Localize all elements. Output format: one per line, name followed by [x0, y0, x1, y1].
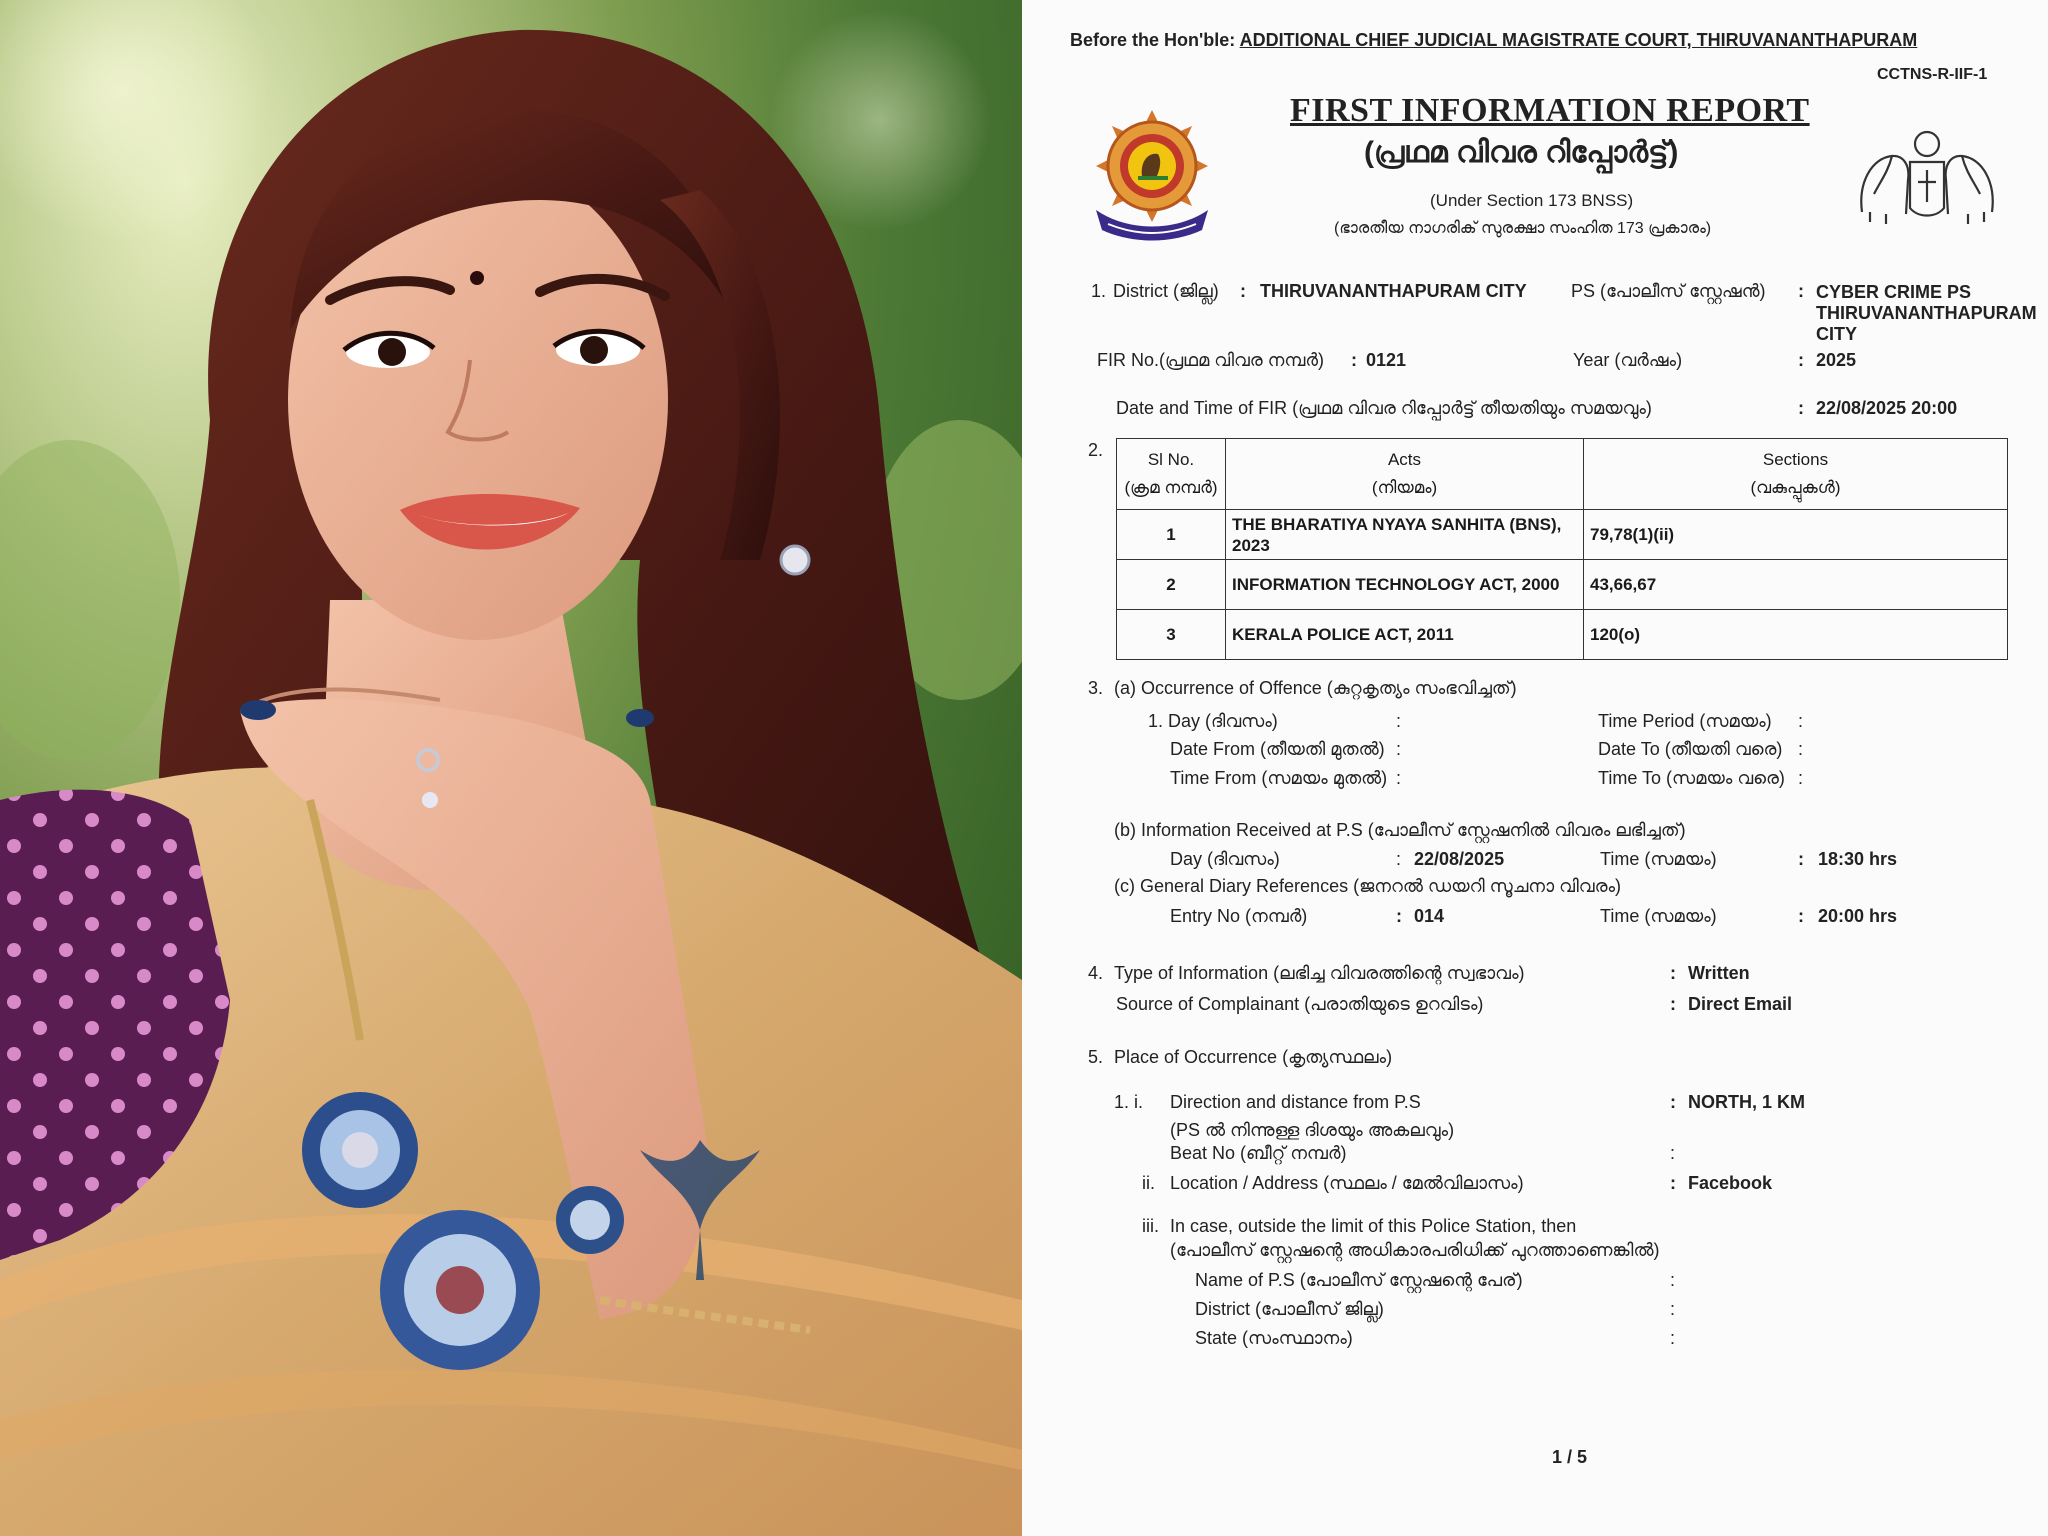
day-label: 1. Day (ദിവസം) — [1148, 711, 1278, 731]
outside-limit-label: In case, outside the limit of this Police Station, then — [1170, 1216, 1577, 1236]
outside-district-label: District (പോലീസ് ജില്ല) — [1195, 1299, 1384, 1319]
sections-header-ml: (വകുപ്പുകൾ) — [1750, 478, 1841, 497]
acts-header — [1226, 439, 1584, 510]
fir-no-value: 0121 — [1366, 350, 1407, 370]
colon: : — [1670, 1299, 1676, 1319]
info-received-label: (b) Information Received at P.S (പോലീസ് സ്റ്റേഷനിൽ വിവരം ലഭിച്ചത്) — [1114, 820, 1686, 840]
acts-header-ml: (നിയമം) — [1371, 478, 1438, 497]
portrait-photo — [0, 0, 1022, 1536]
direction-label: Direction and distance from P.S — [1170, 1092, 1421, 1112]
time-period-label: Time Period (സമയം) — [1598, 711, 1772, 731]
sl-cell: 3 — [1117, 610, 1226, 660]
table-row — [1117, 610, 2008, 660]
section-4-number: 4. — [1088, 963, 1104, 983]
colon: : — [1798, 350, 1804, 370]
district-value: THIRUVANANTHAPURAM CITY — [1260, 281, 1527, 301]
received-time-label: Time (സമയം) — [1600, 849, 1717, 869]
fir-document — [1022, 0, 2048, 1536]
table-header-row — [1117, 439, 2008, 510]
sl-cell: 2 — [1117, 560, 1226, 610]
occurrence-label: (a) Occurrence of Offence (കുറ്റകൃത്യം സംഭവിച്ചത്) — [1114, 678, 1517, 698]
place-label: Place of Occurrence (കൃത്യസ്ഥലം) — [1114, 1047, 1393, 1067]
table-row — [1117, 560, 2008, 610]
colon: : — [1670, 1270, 1676, 1290]
fir-no-label: FIR No.(പ്രഥമ വിവര നമ്പർ) — [1097, 350, 1324, 370]
entry-time-label: Time (സമയം) — [1600, 906, 1717, 926]
sections-cell: 120(o) — [1584, 610, 2008, 660]
colon: : — [1798, 849, 1804, 869]
section-2-number: 2. — [1088, 440, 1104, 460]
table-row — [1117, 510, 2008, 560]
before-label: Before the Hon'ble: — [1070, 30, 1236, 50]
location-value: Facebook — [1688, 1173, 1773, 1193]
info-type-label: Type of Information (ലഭിച്ച വിവരത്തിന്റെ സ്വഭാവം) — [1114, 963, 1525, 983]
colon: : — [1396, 739, 1402, 759]
general-diary-label: (c) General Diary References (ജനറൽ ഡയറി സൂചനാ വിവരം) — [1114, 876, 1622, 896]
sub-item-number: 1. i. — [1114, 1092, 1144, 1112]
section-5-number: 5. — [1088, 1047, 1104, 1067]
ps-value-line2: THIRUVANANTHAPURAM — [1816, 303, 2037, 323]
ps-label: PS (പോലീസ് സ്റ്റേഷൻ) — [1571, 281, 1766, 301]
ps-name-label: Name of P.S (പോലീസ് സ്റ്റേഷന്റെ പേര്) — [1195, 1270, 1523, 1290]
sl-no-header-text: Sl No. — [1147, 450, 1195, 469]
colon: : — [1670, 1328, 1676, 1348]
colon: : — [1240, 281, 1246, 301]
acts-table — [1116, 438, 2008, 660]
portrait-illustration — [0, 0, 1022, 1536]
under-section-ml: (ഭാരതീയ നാഗരിക് സുരക്ഷാ സംഹിത 173 പ്രകാരം) — [1334, 220, 1712, 237]
colon: : — [1798, 398, 1804, 418]
court-line — [1070, 30, 1917, 51]
colon: : — [1798, 906, 1804, 926]
colon: : — [1396, 906, 1402, 926]
colon: : — [1670, 1092, 1676, 1112]
time-to-label: Time To (സമയം വരെ) — [1598, 768, 1785, 788]
colon: : — [1798, 768, 1804, 788]
sl-cell: 1 — [1117, 510, 1226, 560]
ps-value-line1: CYBER CRIME PS — [1816, 282, 1972, 302]
sections-cell: 79,78(1)(ii) — [1584, 510, 2008, 560]
colon: : — [1396, 711, 1402, 731]
under-section: (Under Section 173 BNSS) — [1430, 191, 1634, 210]
time-from-label: Time From (സമയം മുതൽ) — [1170, 768, 1388, 788]
court-name: ADDITIONAL CHIEF JUDICIAL MAGISTRATE COURT, THIRUVANANTHAPURAM — [1239, 30, 1918, 50]
sub-item-iii: iii. — [1142, 1216, 1159, 1236]
outside-limit-label-ml: (പോലീസ് സ്റ്റേഷന്റെ അധികാരപരിധിക്ക് പുറത്താണെങ്കിൽ) — [1170, 1240, 1660, 1260]
received-day-value: 22/08/2025 — [1414, 849, 1505, 869]
colon: : — [1670, 994, 1676, 1014]
direction-label-ml: (PS ൽ നിന്നുള്ള ദിശയും അകലവും) — [1170, 1120, 1455, 1140]
source-label: Source of Complainant (പരാതിയുടെ ഉറവിടം) — [1116, 994, 1484, 1014]
received-day-label: Day (ദിവസം) — [1170, 849, 1280, 869]
kerala-state-emblem-icon — [1852, 122, 2002, 237]
acts-header-text: Acts — [1387, 450, 1422, 469]
entry-time-value: 20:00 hrs — [1818, 906, 1898, 926]
colon: : — [1798, 711, 1804, 731]
direction-value: NORTH, 1 KM — [1688, 1092, 1805, 1112]
location-label: Location / Address (സ്ഥലം / മേൽവിലാസം) — [1170, 1173, 1524, 1193]
fir-datetime-value: 22/08/2025 20:00 — [1816, 398, 1958, 418]
act-cell: THE BHARATIYA NYAYA SANHITA (BNS), 2023 — [1226, 510, 1584, 560]
colon: : — [1798, 739, 1804, 759]
district-label: District (ജില്ല) — [1113, 281, 1219, 301]
ps-value-line3: CITY — [1816, 324, 1858, 344]
form-code: CCTNS-R-IIF-1 — [1877, 66, 1988, 83]
sl-no-header-ml: (ക്രമ നമ്പർ) — [1124, 478, 1218, 497]
kerala-police-emblem-icon — [1088, 104, 1216, 249]
date-to-label: Date To (തീയതി വരെ) — [1598, 739, 1783, 759]
sections-header-text: Sections — [1762, 450, 1829, 469]
state-label: State (സംസ്ഥാനം) — [1195, 1328, 1353, 1348]
year-value: 2025 — [1816, 350, 1857, 370]
colon: : — [1670, 963, 1676, 983]
sections-header — [1584, 439, 2008, 510]
colon: : — [1351, 350, 1357, 370]
year-label: Year (വർഷം) — [1573, 350, 1683, 370]
received-time-value: 18:30 hrs — [1818, 849, 1898, 869]
report-title-ml: (പ്രഥമ വിവര റിപ്പോർട്ട്) — [1364, 136, 1679, 169]
act-cell: KERALA POLICE ACT, 2011 — [1226, 610, 1584, 660]
sections-cell: 43,66,67 — [1584, 560, 2008, 610]
info-type-value: Written — [1688, 963, 1750, 983]
sl-no-header — [1117, 439, 1226, 510]
entry-no-label: Entry No (നമ്പർ) — [1170, 906, 1308, 926]
entry-no-value: 014 — [1414, 906, 1445, 926]
beat-label: Beat No (ബീറ്റ് നമ്പർ) — [1170, 1143, 1347, 1163]
section-1-number: 1. — [1091, 281, 1107, 301]
report-title: FIRST INFORMATION REPORT — [1290, 92, 1810, 129]
colon: : — [1396, 768, 1402, 788]
colon: : — [1798, 281, 1804, 301]
page-number: 1 / 5 — [1552, 1447, 1588, 1467]
section-3-number: 3. — [1088, 678, 1104, 698]
colon: : — [1396, 849, 1402, 869]
sub-item-ii: ii. — [1142, 1173, 1155, 1193]
act-cell: INFORMATION TECHNOLOGY ACT, 2000 — [1226, 560, 1584, 610]
date-from-label: Date From (തീയതി മുതൽ) — [1170, 739, 1385, 759]
colon: : — [1670, 1143, 1676, 1163]
colon: : — [1670, 1173, 1676, 1193]
source-value: Direct Email — [1688, 994, 1793, 1014]
fir-datetime-label: Date and Time of FIR (പ്രഥമ വിവര റിപ്പോർട്ട് തീയതിയും സമയവും) — [1116, 398, 1652, 418]
